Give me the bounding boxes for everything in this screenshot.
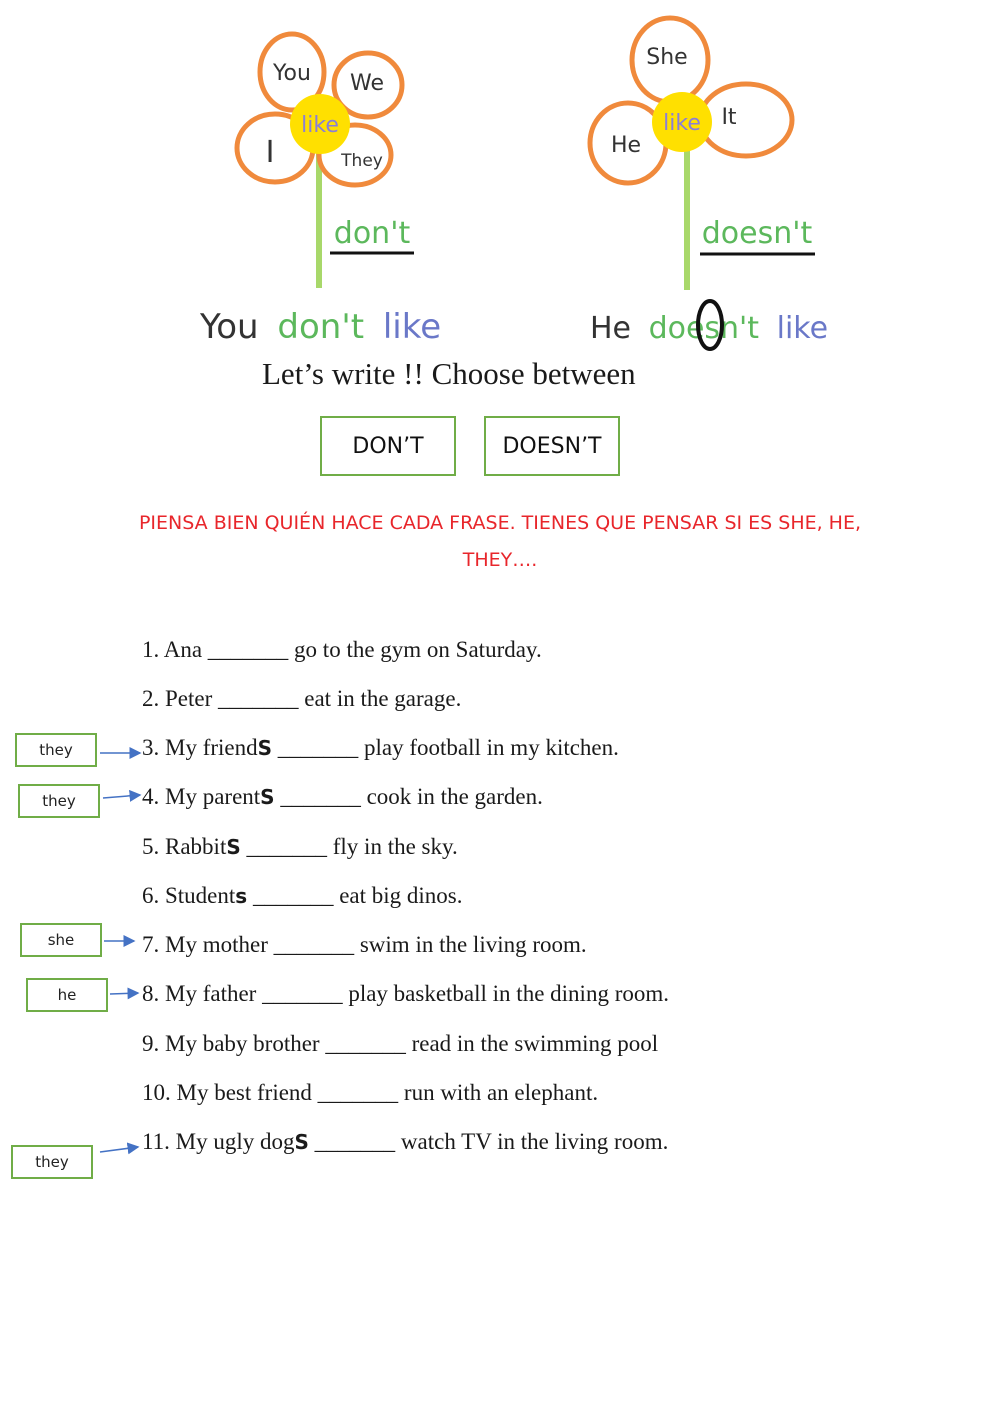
choice-doesnt: DOESN’T: [484, 416, 620, 476]
pronoun-box: he: [26, 978, 108, 1012]
sentence-2: [142, 686, 461, 712]
pronoun-box: she: [20, 923, 102, 957]
sentence-6: [142, 883, 462, 909]
petal-label: We: [350, 71, 384, 96]
sentence-text: 6. Student: [142, 883, 236, 908]
flower-right: [590, 18, 828, 349]
flower-illustrations: [0, 0, 1000, 355]
caption-verb: like: [382, 307, 442, 347]
arrow-icon: [110, 993, 138, 994]
petal-label: I: [265, 135, 275, 170]
caption-aux: don't: [277, 307, 365, 347]
flower-left-caption: [199, 307, 441, 347]
flower-right-stem-word: doesn't: [701, 216, 813, 251]
sentence-1: [142, 637, 542, 663]
choice-dont: DON’T: [320, 416, 456, 476]
sentence-text: 2. Peter _______ eat in the garage.: [142, 686, 462, 711]
sentence-text: 10. My best friend _______ run with an elephant.: [142, 1080, 599, 1105]
sentence-4: [142, 784, 543, 810]
plural-s: S: [257, 736, 273, 760]
sentence-7: [142, 932, 587, 958]
petal: [700, 84, 792, 156]
plural-s: S: [260, 785, 275, 809]
arrow-icon: [103, 795, 140, 798]
sentence-11: [142, 1129, 668, 1155]
sentence-10: [142, 1080, 598, 1106]
flower-left-stem-word: don't: [333, 216, 411, 251]
petal-label: You: [273, 61, 311, 86]
caption-aux: doesn't: [648, 311, 760, 346]
exercise-title: Let’s write !! Choose between: [262, 356, 636, 391]
plural-s: S: [294, 1130, 309, 1154]
sentence-text: _______ fly in the sky.: [240, 834, 458, 859]
flower-right-center-label: like: [663, 111, 701, 136]
sentence-text: 3. My friend: [142, 735, 258, 760]
sentence-text: 1. Ana _______ go to the gym on Saturday.: [142, 637, 542, 662]
sentence-text: 8. My father _______ play basketball in the dining room.: [142, 981, 669, 1006]
caption-subject: You: [200, 307, 259, 347]
pronoun-box: they: [18, 784, 100, 818]
flower-left-center-label: like: [301, 113, 339, 138]
sentence-3: [142, 735, 619, 761]
caption-verb: like: [776, 311, 829, 346]
sentence-5: [142, 834, 458, 860]
plural-s: S: [226, 835, 241, 859]
sentence-text: 7. My mother _______ swim in the living room.: [142, 932, 587, 957]
arrow-icon: [100, 1147, 138, 1152]
sentence-text: 11. My ugly dog: [142, 1129, 295, 1154]
sentence-8: [142, 981, 669, 1007]
sentence-text: 9. My baby brother _______ read in the swimming pool: [142, 1031, 659, 1056]
sentence-9: [142, 1031, 658, 1057]
pronoun-box: they: [11, 1145, 93, 1179]
pronoun-box: they: [15, 733, 97, 767]
petal-label: They: [341, 151, 383, 171]
petal-label: She: [646, 45, 688, 70]
flower-right-caption: [590, 311, 828, 346]
plural-s: s: [235, 884, 248, 908]
sentence-text: 4. My parent: [142, 784, 261, 809]
instruction-text: PIENSA BIEN QUIÉN HACE CADA FRASE. TIENES QUE PENSAR SI ES SHE, HE, THEY….: [138, 512, 862, 571]
caption-subject: He: [590, 311, 632, 346]
sentence-text: _______ cook in the garden.: [274, 784, 543, 809]
sentence-text: _______ watch TV in the living room.: [308, 1129, 669, 1154]
petal-label: It: [721, 105, 737, 130]
flower-left: [199, 34, 441, 347]
petal-label: He: [610, 133, 642, 158]
sentence-text: 5. Rabbit: [142, 834, 227, 859]
sentence-text: _______ eat big dinos.: [247, 883, 463, 908]
sentence-text: _______ play football in my kitchen.: [272, 735, 619, 760]
